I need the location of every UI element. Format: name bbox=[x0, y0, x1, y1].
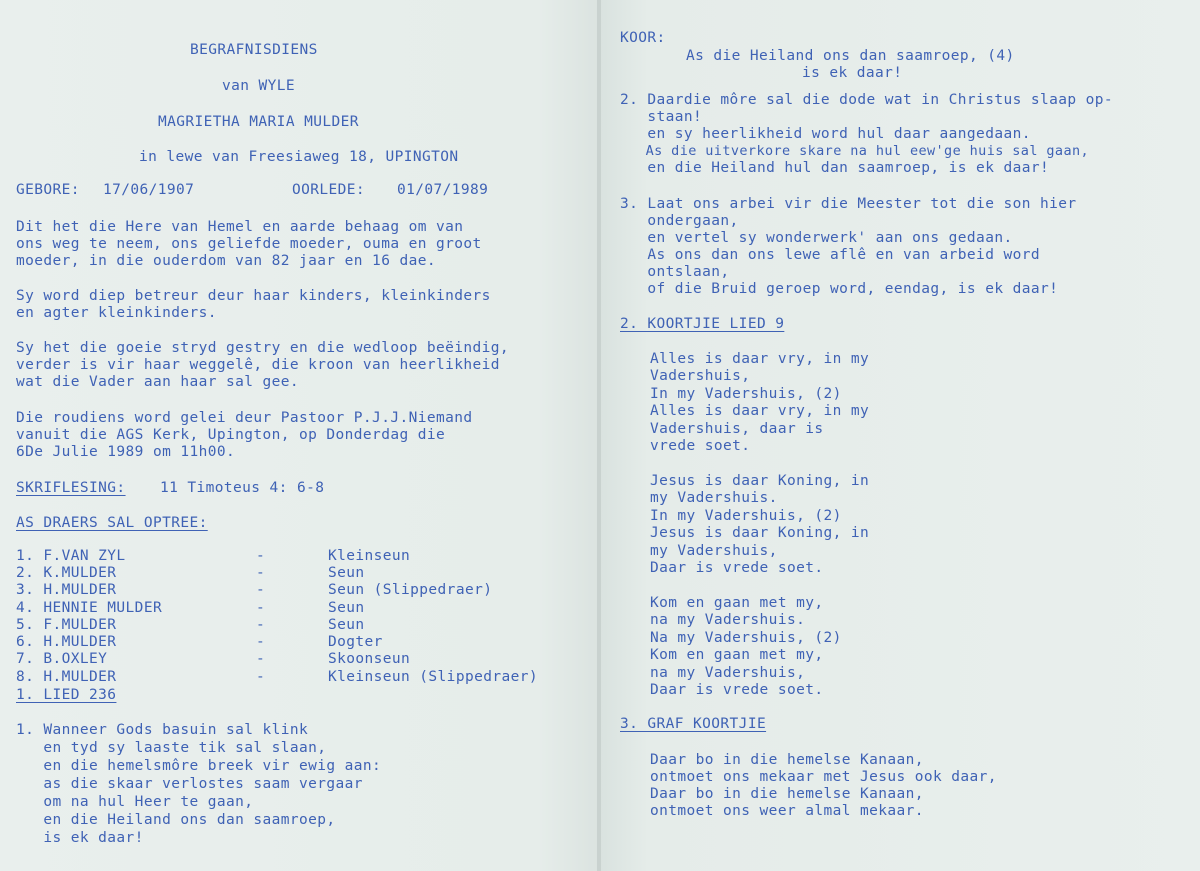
verse2-line: As die uitverkore skare na hul eew'ge huis sal gaan, bbox=[620, 143, 1090, 159]
para3-line: verder is vir haar weggelê, die kroon van heerlikheid bbox=[16, 357, 500, 373]
born-label: GEBORE: bbox=[16, 182, 80, 198]
koortjie-line: na my Vadershuis. bbox=[650, 612, 806, 628]
para4-line: 6De Julie 1989 om 11h00. bbox=[16, 444, 236, 460]
bearer-name: 7. B.OXLEY bbox=[16, 651, 108, 667]
scripture-text: 11 Timoteus 4: 6-8 bbox=[160, 480, 325, 496]
para3-line: Sy het die goeie stryd gestry en die wedloop beëindig, bbox=[16, 340, 510, 356]
bearer-dash: - bbox=[256, 582, 266, 598]
bearer-role: Skoonseun bbox=[328, 651, 411, 667]
van-wyle: van WYLE bbox=[222, 78, 296, 94]
hymn-heading: 1. LIED 236 bbox=[16, 687, 117, 703]
bearer-name: 4. HENNIE MULDER bbox=[16, 600, 163, 616]
para2-line: en agter kleinkinders. bbox=[16, 305, 217, 321]
verse2-line: 2. Daardie môre sal die dode wat in Christus slaap op- bbox=[620, 92, 1114, 108]
koortjie-line: In my Vadershuis, (2) bbox=[650, 386, 842, 402]
bearer-dash: - bbox=[256, 565, 266, 581]
bearer-name: 5. F.MULDER bbox=[16, 617, 117, 633]
page-fold bbox=[597, 0, 601, 871]
bearers-heading: AS DRAERS SAL OPTREE: bbox=[16, 515, 208, 531]
verse2-line: en sy heerlikheid word hul daar aangedaan. bbox=[620, 126, 1031, 142]
verse2-line: staan! bbox=[620, 109, 703, 125]
bearer-dash: - bbox=[256, 600, 266, 616]
service-title: BEGRAFNISDIENS bbox=[190, 42, 318, 58]
verse3-line: As ons dan ons lewe aflê en van arbeid word bbox=[620, 247, 1040, 263]
koor-label: KOOR: bbox=[620, 30, 666, 46]
graf-line: Daar bo in die hemelse Kanaan, bbox=[650, 786, 924, 802]
born-date: 17/06/1907 bbox=[103, 182, 195, 198]
bearer-role: Seun (Slippedraer) bbox=[328, 582, 493, 598]
bearer-dash: - bbox=[256, 634, 266, 650]
koortjie-line: vrede soet. bbox=[650, 438, 751, 454]
bearer-name: 3. H.MULDER bbox=[16, 582, 117, 598]
bearer-name: 6. H.MULDER bbox=[16, 634, 117, 650]
bearer-role: Seun bbox=[328, 565, 365, 581]
bearer-role: Kleinseun bbox=[328, 548, 411, 564]
bearer-name: 1. F.VAN ZYL bbox=[16, 548, 126, 564]
scripture-label: SKRIFLESING: bbox=[16, 480, 126, 496]
bearer-dash: - bbox=[256, 548, 266, 564]
koortjie-line: Daar is vrede soet. bbox=[650, 560, 824, 576]
para1-line: Dit het die Here van Hemel en aarde behaag om van bbox=[16, 219, 464, 235]
verse3-line: ontslaan, bbox=[620, 264, 730, 280]
bearer-name: 8. H.MULDER bbox=[16, 669, 117, 685]
koortjie-line: Vadershuis, daar is bbox=[650, 421, 824, 437]
koortjie-line: Jesus is daar Koning, in bbox=[650, 473, 870, 489]
hymn-line: en die hemelsmôre breek vir ewig aan: bbox=[16, 758, 382, 774]
hymn-line: as die skaar verlostes saam vergaar bbox=[16, 776, 363, 792]
address: in lewe van Freesiaweg 18, UPINGTON bbox=[139, 149, 459, 165]
verse3-line: en vertel sy wonderwerk' aan ons gedaan. bbox=[620, 230, 1013, 246]
graf-line: ontmoet ons weer almal mekaar. bbox=[650, 803, 924, 819]
koortjie-line: Kom en gaan met my, bbox=[650, 595, 824, 611]
koortjie-heading: 2. KOORTJIE LIED 9 bbox=[620, 316, 785, 332]
koortjie-line: In my Vadershuis, (2) bbox=[650, 508, 842, 524]
hymn-line: en tyd sy laaste tik sal slaan, bbox=[16, 740, 327, 756]
koortjie-line: Vadershuis, bbox=[650, 368, 751, 384]
koortjie-line: my Vadershuis, bbox=[650, 543, 778, 559]
graf-line: Daar bo in die hemelse Kanaan, bbox=[650, 752, 924, 768]
hymn-line: om na hul Heer te gaan, bbox=[16, 794, 254, 810]
verse3-line: of die Bruid geroep word, eendag, is ek daar! bbox=[620, 281, 1059, 297]
hymn-line: is ek daar! bbox=[16, 830, 144, 846]
koor-line: As die Heiland ons dan saamroep, (4) bbox=[686, 48, 1015, 64]
bearer-dash: - bbox=[256, 651, 266, 667]
died-label: OORLEDE: bbox=[292, 182, 366, 198]
bearer-role: Dogter bbox=[328, 634, 383, 650]
verse3-line: 3. Laat ons arbei vir die Meester tot die son hier bbox=[620, 196, 1077, 212]
para2-line: Sy word diep betreur deur haar kinders, kleinkinders bbox=[16, 288, 491, 304]
bearer-role: Seun bbox=[328, 600, 365, 616]
koor-line: is ek daar! bbox=[802, 65, 903, 81]
bearer-role: Seun bbox=[328, 617, 365, 633]
koortjie-line: Daar is vrede soet. bbox=[650, 682, 824, 698]
hymn-line: 1. Wanneer Gods basuin sal klink bbox=[16, 722, 309, 738]
para1-line: moeder, in die ouderdom van 82 jaar en 16 dae. bbox=[16, 253, 436, 269]
verse3-line: ondergaan, bbox=[620, 213, 739, 229]
died-date: 01/07/1989 bbox=[397, 182, 489, 198]
koortjie-line: Kom en gaan met my, bbox=[650, 647, 824, 663]
koortjie-line: Alles is daar vry, in my bbox=[650, 351, 870, 367]
para1-line: ons weg te neem, ons geliefde moeder, ouma en groot bbox=[16, 236, 482, 252]
para4-line: vanuit die AGS Kerk, Upington, op Donderdag die bbox=[16, 427, 446, 443]
graf-line: ontmoet ons mekaar met Jesus ook daar, bbox=[650, 769, 997, 785]
verse2-line: en die Heiland hul dan saamroep, is ek daar! bbox=[620, 160, 1050, 176]
bearer-dash: - bbox=[256, 669, 266, 685]
bearer-name: 2. K.MULDER bbox=[16, 565, 117, 581]
para4-line: Die roudiens word gelei deur Pastoor P.J.J.Niemand bbox=[16, 410, 473, 426]
koortjie-line: Alles is daar vry, in my bbox=[650, 403, 870, 419]
para3-line: wat die Vader aan haar sal gee. bbox=[16, 374, 300, 390]
graf-heading: 3. GRAF KOORTJIE bbox=[620, 716, 767, 732]
bearer-role: Kleinseun (Slippedraer) bbox=[328, 669, 538, 685]
koortjie-line: my Vadershuis. bbox=[650, 490, 778, 506]
deceased-name: MAGRIETHA MARIA MULDER bbox=[158, 114, 359, 130]
hymn-line: en die Heiland ons dan saamroep, bbox=[16, 812, 336, 828]
koortjie-line: Jesus is daar Koning, in bbox=[650, 525, 870, 541]
koortjie-line: na my Vadershuis, bbox=[650, 665, 806, 681]
bearer-dash: - bbox=[256, 617, 266, 633]
koortjie-line: Na my Vadershuis, (2) bbox=[650, 630, 842, 646]
